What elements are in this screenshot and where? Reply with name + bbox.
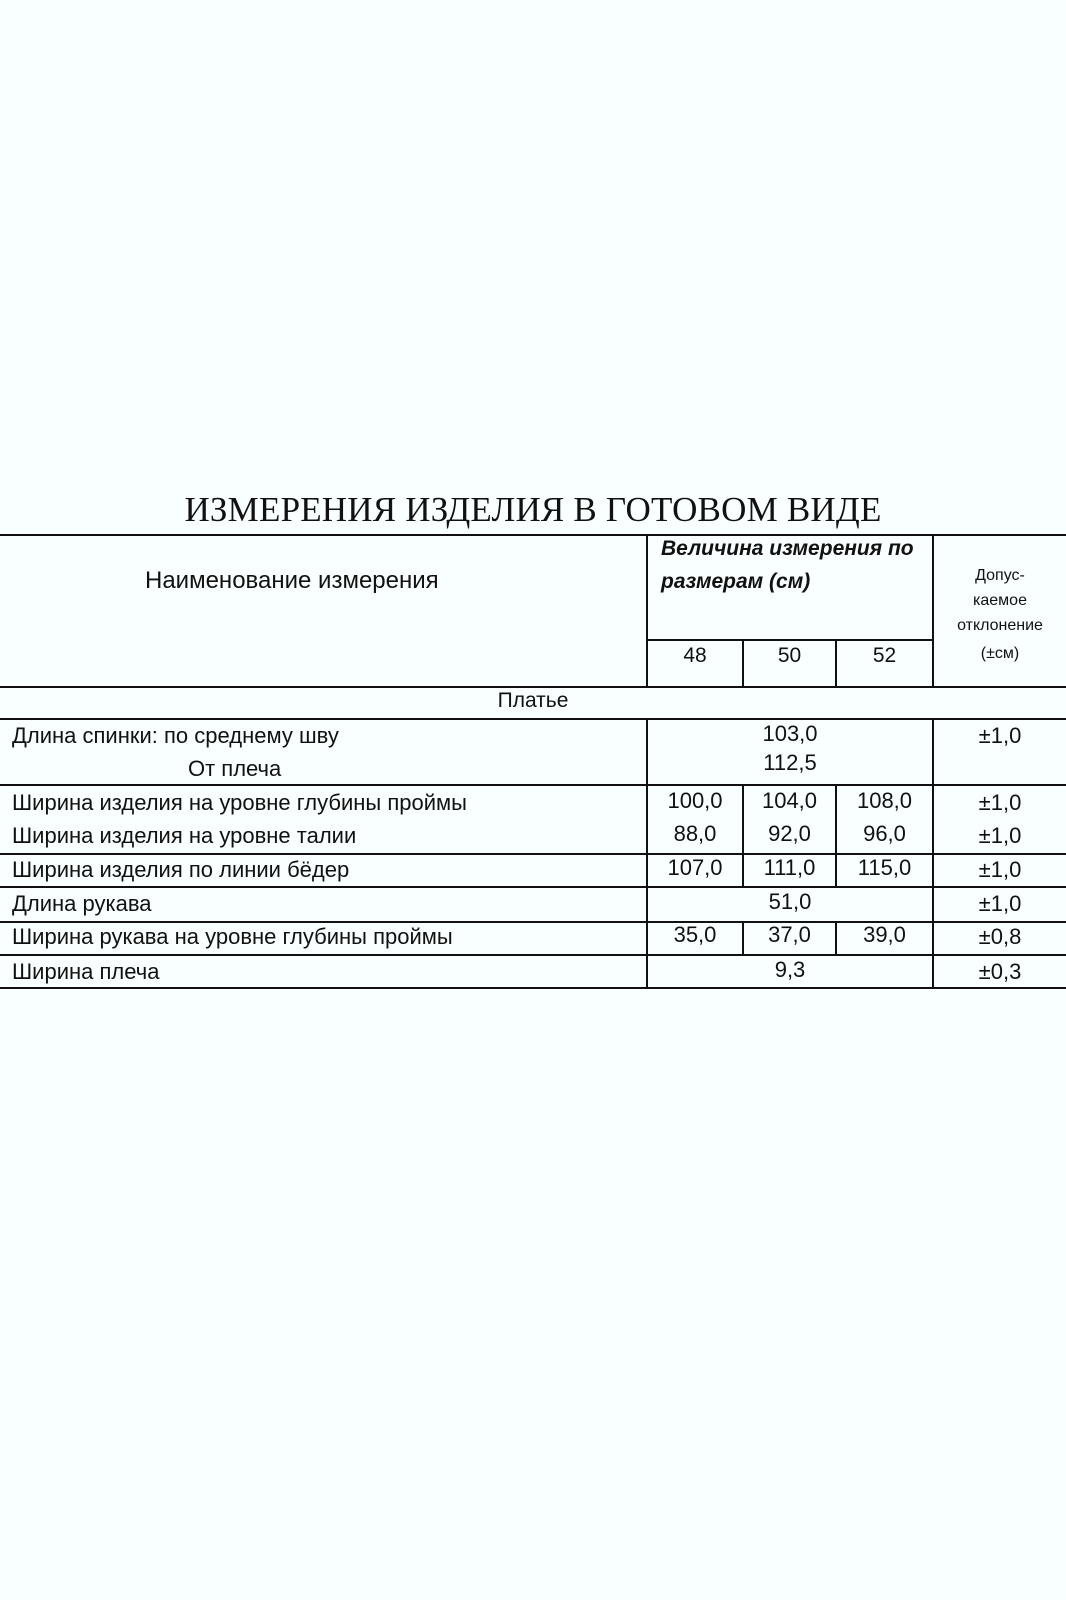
table-rule [0, 886, 1066, 888]
row-name: Ширина плеча [12, 959, 160, 984]
table-rule [0, 784, 1066, 786]
header-value-line2: размерам (см) [661, 570, 811, 593]
row-name: Длина спинки: по среднему шву [12, 723, 339, 748]
header-tolerance-line1: Допус- [975, 567, 1025, 584]
size-48: 48 [683, 644, 707, 667]
row-tolerance: ±1,0 [978, 790, 1022, 815]
header-tolerance-line3: отклонение [957, 617, 1043, 634]
row-value: 92,0 [768, 821, 811, 846]
row-tolerance: ±1,0 [978, 857, 1022, 882]
row-value: 51,0 [768, 889, 812, 914]
row-tolerance: ±0,8 [978, 924, 1022, 949]
row-value: 9,3 [774, 957, 806, 982]
document-title: ИЗМЕРЕНИЯ ИЗДЕЛИЯ В ГОТОВОМ ВИДЕ [184, 490, 882, 529]
row-name: Длина рукава [12, 891, 152, 916]
header-tolerance-line4: (±см) [980, 645, 1020, 662]
table-rule [0, 954, 1066, 956]
row-tolerance: ±0,3 [978, 959, 1022, 984]
header-tolerance-line2: каемое [973, 592, 1027, 609]
row-value: 115,0 [857, 855, 912, 880]
row-tolerance: ±1,0 [978, 823, 1022, 848]
row-value: 111,0 [763, 855, 816, 880]
table-rule [646, 639, 933, 641]
row-name: Ширина рукава на уровне глубины проймы [12, 924, 453, 949]
row-value: 107,0 [667, 855, 723, 880]
table-rule [0, 987, 1066, 989]
row-name: Ширина изделия на уровне талии [12, 823, 357, 848]
table-rule [0, 718, 1066, 720]
row-value: 96,0 [863, 821, 906, 846]
row-name: От плеча [188, 756, 282, 781]
row-value: 108,0 [856, 788, 913, 813]
size-50: 50 [777, 644, 802, 667]
section-label: Платье [497, 689, 569, 712]
header-name: Наименование измерения [145, 567, 439, 594]
row-name: Ширина изделия на уровне глубины проймы [12, 790, 467, 815]
row-value: 35,0 [673, 922, 717, 947]
row-name: Ширина изделия по линии бёдер [12, 857, 350, 882]
row-value: 37,0 [768, 922, 811, 947]
row-tolerance: ±1,0 [978, 891, 1022, 916]
row-value: 112,5 [763, 750, 817, 775]
row-value: 100,0 [667, 788, 723, 813]
row-value: 104,0 [761, 788, 818, 813]
header-value-line1: Величина измерения по [661, 537, 914, 560]
row-tolerance: ±1,0 [978, 723, 1022, 748]
size-52: 52 [872, 644, 897, 667]
row-value: 103,0 [762, 721, 818, 746]
row-value: 88,0 [673, 821, 717, 846]
row-value: 39,0 [863, 922, 906, 947]
